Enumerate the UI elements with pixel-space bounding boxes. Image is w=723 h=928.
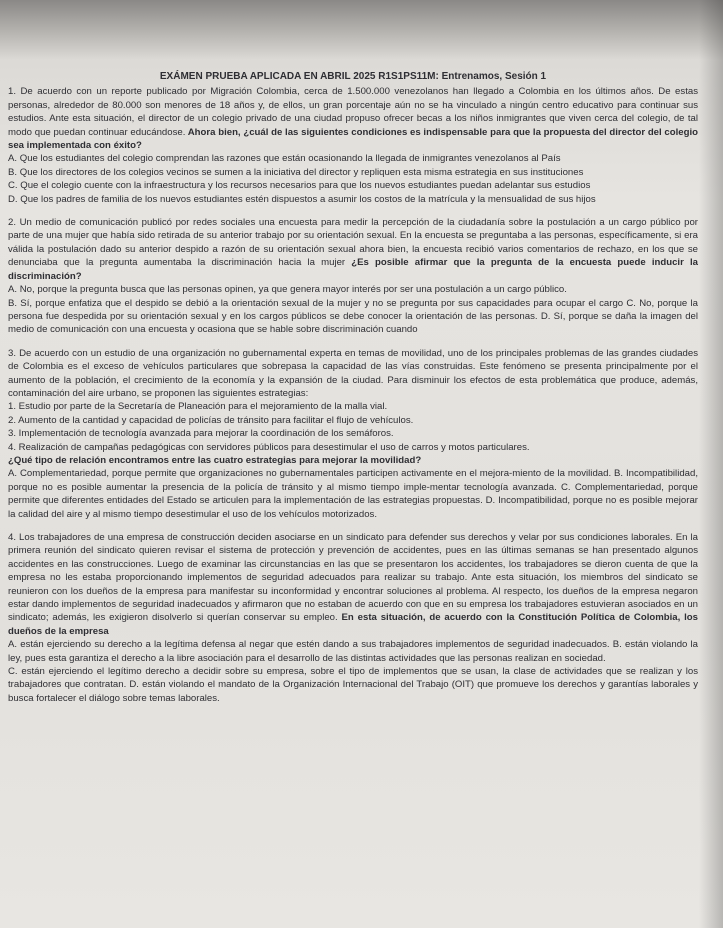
question-4 xyxy=(8,531,698,705)
question-1-stem xyxy=(8,85,698,152)
page-shadow xyxy=(699,0,723,928)
question-2-option-a: A. No, porque la pregunta busca que las personas opinen, ya que genera mayor interés por ser una postulación a un cargo público. xyxy=(8,284,567,296)
question-3-strategy-4: 4. Realización de campañas pedagógicas con servidores públicos para desestimular el uso de carros y motos particulares. xyxy=(8,441,530,453)
question-3 xyxy=(8,347,698,521)
question-1-prompt: Ahora bien, ¿cuál de las siguientes condiciones es indispensable para que la propuesta del director del colegio sea implementada con éxito? xyxy=(8,126,698,152)
question-3-stem: 3. De acuerdo con un estudio de una organización no gubernamental experta en temas de movilidad, uno de los principales problemas de las grandes ciudades de Colombia es el exceso de vehículos particulares que sobrepasa la capacidad de las vías construidas. Este fenómeno se presenta principalmente por el aumento de la población, el crecimiento de la economía y la expansión de la ciudad. Para disminuir los efectos de esta problemática que produce, además, contaminación del aire urbano, se proponen las siguientes estrategias: xyxy=(8,347,698,399)
question-2-stem xyxy=(8,216,698,283)
question-1-option-c: C. Que el colegio cuente con la infraestructura y los recursos necesarios para que los nuevos estudiantes puedan adelantar sus estudios xyxy=(8,180,591,192)
question-1-context: 1. De acuerdo con un reporte publicado por Migración Colombia, cerca de 1.500.000 venezolanos han llegado a Colombia en los últimos años. De estas personas, alrededor de 80.000 son menores de 18 años y, de ellos, un gran porcentaje aún no se ha vinculado a ningún centro educativo para continuar sus estudios. Ante esta situación, el director de un colegio privado de una ciudad propuso ofrecer becas a los niños inmigrantes que viven cerca del colegio, de tal modo que puedan continuar educándose. xyxy=(8,86,698,138)
question-3-strategy-3: 3. Implementación de tecnología avanzada para mejorar la coordinación de los semáforos. xyxy=(8,428,394,440)
question-4-context: 4. Los trabajadores de una empresa de construcción deciden asociarse en un sindicato para defender sus derechos y velar por sus condiciones laborales. En la primera reunión del sindicato quieren revisar el sistema de protección y prevención de accidentes, pues en las últimas semanas se han presentado algunos accidentes en las construcciones. Luego de examinar las circunstancias en las que se presentaron los accidentes, los trabajadores se dieron cuenta de que la empresa no les estaba proporcionando implementos de seguridad adecuados para realizar su trabajo. Ante esta situación, los miembros del sindicato se reunieron con los dueños de la empresa para manifestar su inconformidad y encontrar soluciones al problema. Al respecto, los dueños de la empresa negaron estar dando implementos de seguridad inadecuados y afirmaron que no estaban de acuerdo con que en su empresa los trabajadores estuvieran asociados en un sindicato; además, les exigieron disolverlo si querían conservar su empleo. xyxy=(8,532,698,624)
question-2-options-bcd: B. Sí, porque enfatiza que el despido se debió a la orientación sexual de la mujer y no se pregunta por sus capacidades para ocupar el cargo C. No, porque la persona fue despedida por su orientación sexual y en los cargos públicos se debe conocer la orientación de las personas. D. Sí, porque se daña la imagen del medio de comunicación con una encuesta y ocasiona que se hable sobre discriminación cuando xyxy=(8,297,698,336)
question-3-prompt: ¿Qué tipo de relación encontramos entre las cuatro estrategias para mejorar la movilidad? xyxy=(8,454,422,466)
question-3-options: A. Complementariedad, porque permite que organizaciones no gubernamentales participen activamente en el mejora-miento de la movilidad. B. Incompatibilidad, porque no es posible aumentar la presencia de la policía de tránsito y al mismo tiempo imple-mentar tecnología avanzada. C. Complementariedad, porque permite que diferentes entidades del Estado se articulen para la implementación de las estrategias propuestas. D. Incompatibilidad, porque no es posible mejorar la calidad del aire y al mismo tiempo desestimular el uso de los vehículos motorizados. xyxy=(8,468,698,520)
question-2-prompt: ¿Es posible afirmar que la pregunta de la encuesta puede inducir la discriminación? xyxy=(8,257,698,282)
question-2 xyxy=(8,216,698,337)
question-4-stem xyxy=(8,531,698,638)
question-1-option-b: B. Que los directores de los colegios vecinos se sumen a la iniciativa del director y repliquen esta misma estrategia en sus instituciones xyxy=(8,166,584,178)
question-4-prompt: En esta situación, de acuerdo con la Constitución Política de Colombia, los dueños de la empresa xyxy=(8,612,698,637)
question-4-options-cd: C. están ejerciendo el legítimo derecho a decidir sobre su empresa, sobre el tipo de implementos que se usan, la clase de actividades que se realizan y los trabajadores que contratan. D. están violando el mandato de la Organización Internacional del Trabajo (OIT) que promueve los derechos y garantías laborales y busca fortalecer el diálogo sobre temas laborales. xyxy=(8,666,698,704)
question-1 xyxy=(8,85,698,206)
question-1-option-d: D. Que los padres de familia de los nuevos estudiantes estén dispuestos a asumir los costos de la matrícula y la mensualidad de sus hijos xyxy=(8,193,596,205)
question-1-option-a: A. Que los estudiantes del colegio comprendan las razones que están ocasionando la llegada de inmigrantes venezolanos al País xyxy=(8,153,561,165)
question-3-strategy-2: 2. Aumento de la cantidad y capacidad de policías de tránsito para facilitar el flujo de vehículos. xyxy=(8,414,414,426)
question-3-strategy-1: 1. Estudio por parte de la Secretaría de Planeación para el mejoramiento de la malla vial. xyxy=(8,401,388,413)
question-2-context: 2. Un medio de comunicación publicó por redes sociales una encuesta para medir la percepción de la ciudadanía sobre la postulación a un cargo público por parte de una mujer que había sido retirada de su anterior trabajo por su orientación sexual. En la encuesta se preguntaba a las personas, específicamente, si era válida la postulación dado su anterior despido a razón de su orientación sexual ahora bien, la encuesta recibió varios comentarios de rechazo, en los que se denunciaba que la pregunta aumentaba la discriminación hacia la mujer xyxy=(8,217,698,269)
question-4-options-ab: A. están ejerciendo su derecho a la legítima defensa al negar que estén dando a sus trabajadores implementos de seguridad inadecuados. B. están violando la ley, pues esta garantiza el derecho a la libre asociación para el desarrollo de las distintas actividades que las personas realizan en sociedad. xyxy=(8,639,698,664)
exam-title: EXÁMEN PRUEBA APLICADA EN ABRIL 2025 R1S1PS11M: Entrenamos, Sesión 1 xyxy=(159,71,547,82)
exam-content xyxy=(8,70,698,715)
